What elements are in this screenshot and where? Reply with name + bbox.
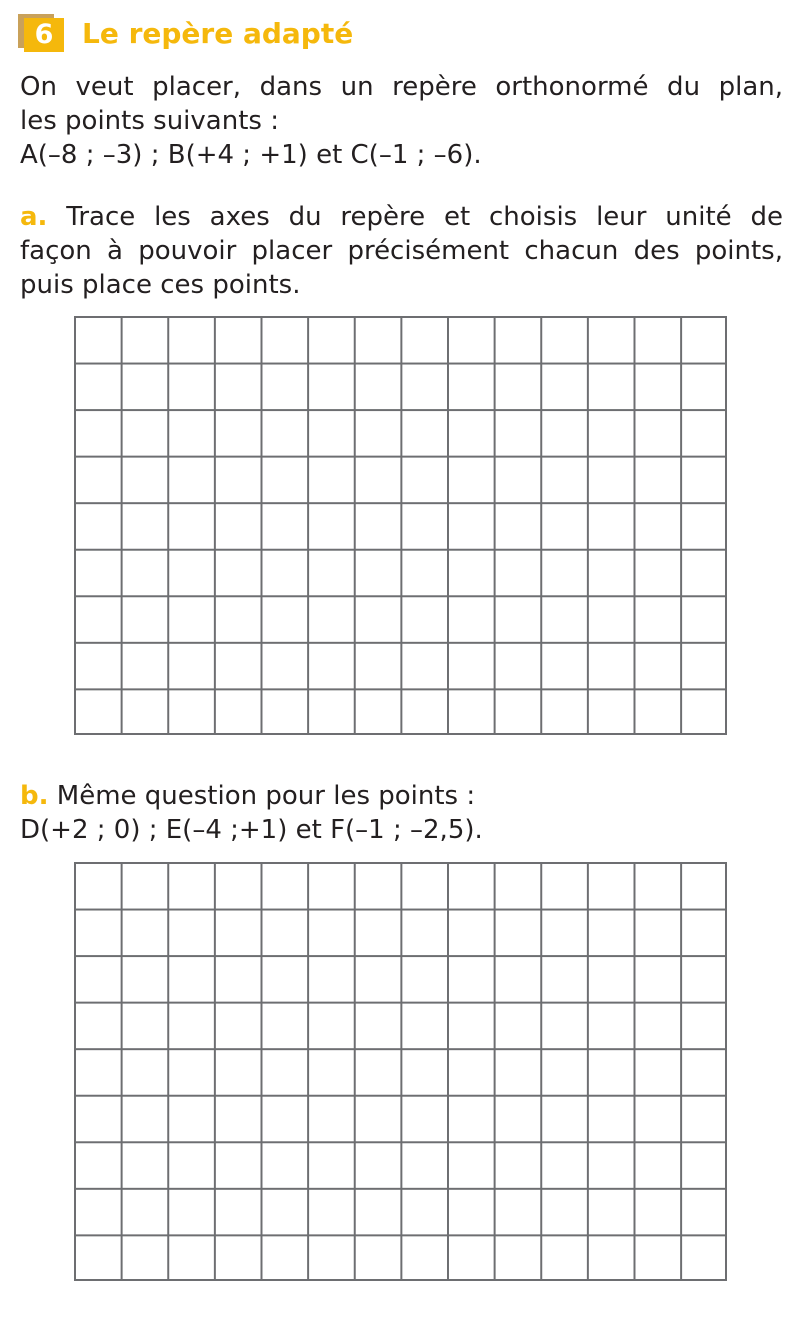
exercise-number-badge: [18, 14, 64, 52]
answer-grid-a[interactable]: [74, 316, 727, 735]
question-a-line-3: puis place ces points.: [20, 270, 301, 300]
question-a-line-1: [20, 200, 783, 234]
question-b-text-1: Même question pour les points :: [56, 781, 476, 811]
exercise-number: 6: [24, 18, 64, 52]
intro-paragraph: [20, 70, 783, 172]
question-b-line-1: [20, 779, 783, 813]
question-a-paragraph: [20, 200, 783, 302]
intro-line-2: les points suivants :: [20, 106, 279, 136]
question-b-label: b.: [20, 781, 49, 811]
exercise-title: Le repère adapté: [82, 17, 354, 50]
intro-points: A(–8 ; –3) ; B(+4 ; +1) et C(–1 ; –6).: [20, 140, 482, 170]
intro-line-1: On veut placer, dans un repère orthonormé du plan,: [20, 72, 783, 102]
question-a-text-1: Trace les axes du repère et choisis leur unité de: [66, 202, 784, 232]
answer-grid-b[interactable]: [74, 862, 727, 1281]
question-b-points: D(+2 ; 0) ; E(–4 ;+1) et F(–1 ; –2,5).: [20, 815, 483, 845]
question-a-label: a.: [20, 202, 48, 232]
question-a-line-2: façon à pouvoir placer précisément chacun des points,: [20, 236, 783, 266]
question-b-paragraph: [20, 779, 783, 847]
